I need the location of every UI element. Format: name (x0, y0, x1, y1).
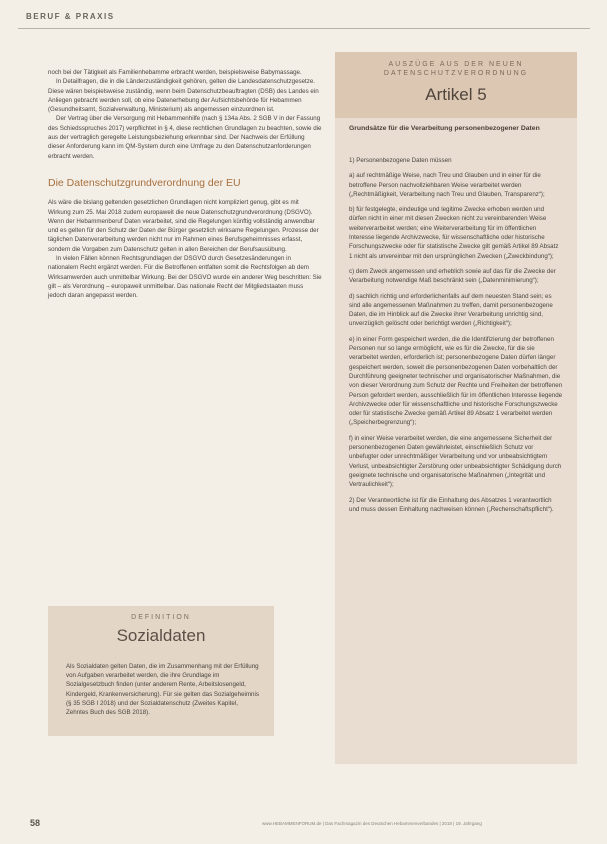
body-paragraph: In vielen Fällen können Rechtsgrundlagen der DSGVO durch Gesetzesänderungen in nationalem Recht ergänzt werden. Für die Betroffenen entfalten somit die Rechtsfolgen ab dem Wirksamwerden auch unmittelbar Wirkung. Bei der DSGVO wurde ein anderer Weg beschritten: Sie gilt – als Verordnung – europaweit unmittelbar. Das nationale Recht der Mitgliedstaaten muss jedoch daran angepasst werden. (48, 255, 322, 300)
article-clause: 2) Der Verantwortliche ist für die Einhaltung des Absatzes 1 verantwortlich und muss dessen Einhaltung nachweisen können („Rechenschaftspflicht“). (349, 496, 554, 513)
article-excerpt-box (335, 52, 577, 764)
excerpt-body (349, 156, 563, 520)
body-paragraph: Als wäre die bislang geltenden gesetzlichen Grundlagen nicht kompliziert genug, gibt es mit Wirkung zum 25. Mai 2018 zudem europaweit die neue Datenschutzgrundverordnung (DSGVO). Wenn der Hebammenberuf Daten verarbeitet, sind die Regelungen künftig vollständig anwendbar und es gelten für den Schutz der Daten der Bürger gesetzlich wirksame Regelungen. Prozesse der täglichen Datenverarbeitung werden nicht nur im Rahmen eines Berufsgeheimnisses erfasst, sondern die Vorgaben zum Datenschutz gelten in allen Bereichen der Berufsausübung. (48, 199, 319, 253)
excerpt-title: Artikel 5 (425, 85, 487, 104)
article-clause: e) in einer Form gespeichert werden, die die Identifizierung der betroffenen Personen nur so lange ermöglicht, wie es für die Zwecke, für die sie verarbeitet werden, erforderlich ist; personenbezogene Daten dürfen länger gespeichert werden, soweit die personenbezogenen Daten vorbehaltlich der Durchführung geeigneter technischer und organisatorischer Maßnahmen, die von dieser Verordnung zum Schutz der Rechte und Freiheiten der betroffenen Person gefordert werden, ausschließlich für im öffentlichen Interesse liegende Archivzwecke oder für wissenschaftliche und historische Forschungszwecke oder für statistische Zwecke gemäß Artikel 89 Absatz 1 verarbeitet werden („Speicherbegrenzung“); (349, 335, 563, 427)
definition-text: Als Sozialdaten gelten Daten, die im Zusammenhang mit der Erfüllung von Aufgaben verarbeitet werden, die ihre Grundlage im Sozialgesetzbuch finden (unter anderem Rente, Arbeitslosengeld, Kindergeld, Krankenversicherung). Für sie gelten das Sozialgeheimnis (§ 35 SGB I 2018) und der Sozialdatenschutz (Zweites Kapitel, Zehntes Buch des SGB 2018). (66, 663, 259, 717)
article-clause: a) auf rechtmäßige Weise, nach Treu und Glauben und in einer für die betroffene Person nachvollziehbaren Weise verarbeitet werden („Rechtmäßigkeit, Verarbeitung nach Treu und Glauben, Transparenz“); (349, 172, 545, 198)
body-paragraph: Der Vertrag über die Versorgung mit Hebammenhilfe (nach § 134a Abs. 2 SGB V in der Fassung des Schiedsspruches 2017) verpflichtet in § 4, diese rechtlichen Grundlagen zu beachten, sowie die aus der vertraglich geregelte Leistungsbeziehung erkennbar sind. Der Nachweis der Erfüllung dieser Anforderung kann im QM-System durch eine Umfrage zu den Datenschutzanforderungen erbracht werden. (48, 115, 322, 160)
section-label: BERUF & PRAXIS (26, 12, 115, 21)
body-paragraph: noch bei der Tätigkeit als Familienhebamme erbracht werden, beispielsweise Babymassage. (48, 69, 302, 76)
kicker-line: DATENSCHUTZVERORDNUNG (383, 70, 529, 77)
article-clause: 1) Personenbezogene Daten müssen (349, 157, 452, 164)
article-clause: d) sachlich richtig und erforderlichenfalls auf dem neuesten Stand sein; es sind alle angemessenen Maßnahmen zu treffen, damit personenbezogene Daten, die im Hinblick auf die Zwecke ihrer Verarbeitung unrichtig sind, unverzüglich gelöscht oder berichtigt werden („Richtigkeit“); (349, 292, 553, 328)
article-clause: c) dem Zweck angemessen und erheblich sowie auf das für die Zwecke der Verarbeitung notwendige Maß beschränkt sein („Datenminimierung“); (349, 267, 556, 285)
footer-running-text: www.HEBAMMENFORUM.de | Das Fachmagazin des Deutschen Hebammenverbandes | 2018 | 19. Jahrgang (262, 821, 482, 826)
article-clause: f) in einer Weise verarbeitet werden, die eine angemessene Sicherheit der personenbezogenen Daten gewährleistet, einschließlich Schutz vor unbefugter oder unrechtmäßiger Verarbeitung und vor unbeabsichtigtem Verlust, unbeabsichtigter Zerstörung oder unbeabsichtigter Schädigung durch geeignete technische und organisatorische Maßnahmen („Integrität und Vertraulichkeit“); (349, 434, 562, 489)
kicker-line: AUSZÜGE AUS DER NEUEN (388, 61, 524, 68)
left-column (48, 68, 322, 301)
body-paragraph: In Detailfragen, die in die Länderzuständigkeit gehören, gelten die Landesdatenschutzgesetze. Diese wären beispielsweise zuständig, wenn beim Datenschutzbeauftragten (DSB) des Landes ein Anliegen gebracht werden soll, ob eine Datenerhebung der Aufsichtsbehörde für Hebammen (Gesundheitsamt, Sozialverwaltung, Ministerium) als angemessen einzuordnen ist. (48, 78, 319, 114)
excerpt-kicker (335, 60, 577, 78)
page-number: 58 (30, 818, 41, 828)
definition-title: Sozialdaten (116, 626, 206, 645)
definition-label: DEFINITION (131, 614, 191, 621)
section-heading: Die Datenschutzgrundverordnung der EU (48, 176, 241, 189)
excerpt-subtitle: Grundsätze für die Verarbeitung personenbezogener Daten (349, 125, 540, 132)
article-clause: b) für festgelegte, eindeutige und legitime Zwecke erhoben werden und dürfen nicht in einer mit diesen Zwecken nicht zu vereinbarenden Weise weiterverarbeitet werden; eine Weiterverarbeitung für im öffentlichen Interesse liegende Archivzwecke, für wissenschaftliche oder historische Forschungszwecke oder für statistische Zwecke gilt gemäß Artikel 89 Absatz 1 nicht als unvereinbar mit den ursprünglichen Zwecken („Zweckbindung“); (349, 206, 559, 260)
definition-box (48, 606, 274, 736)
excerpt-header (335, 52, 577, 118)
